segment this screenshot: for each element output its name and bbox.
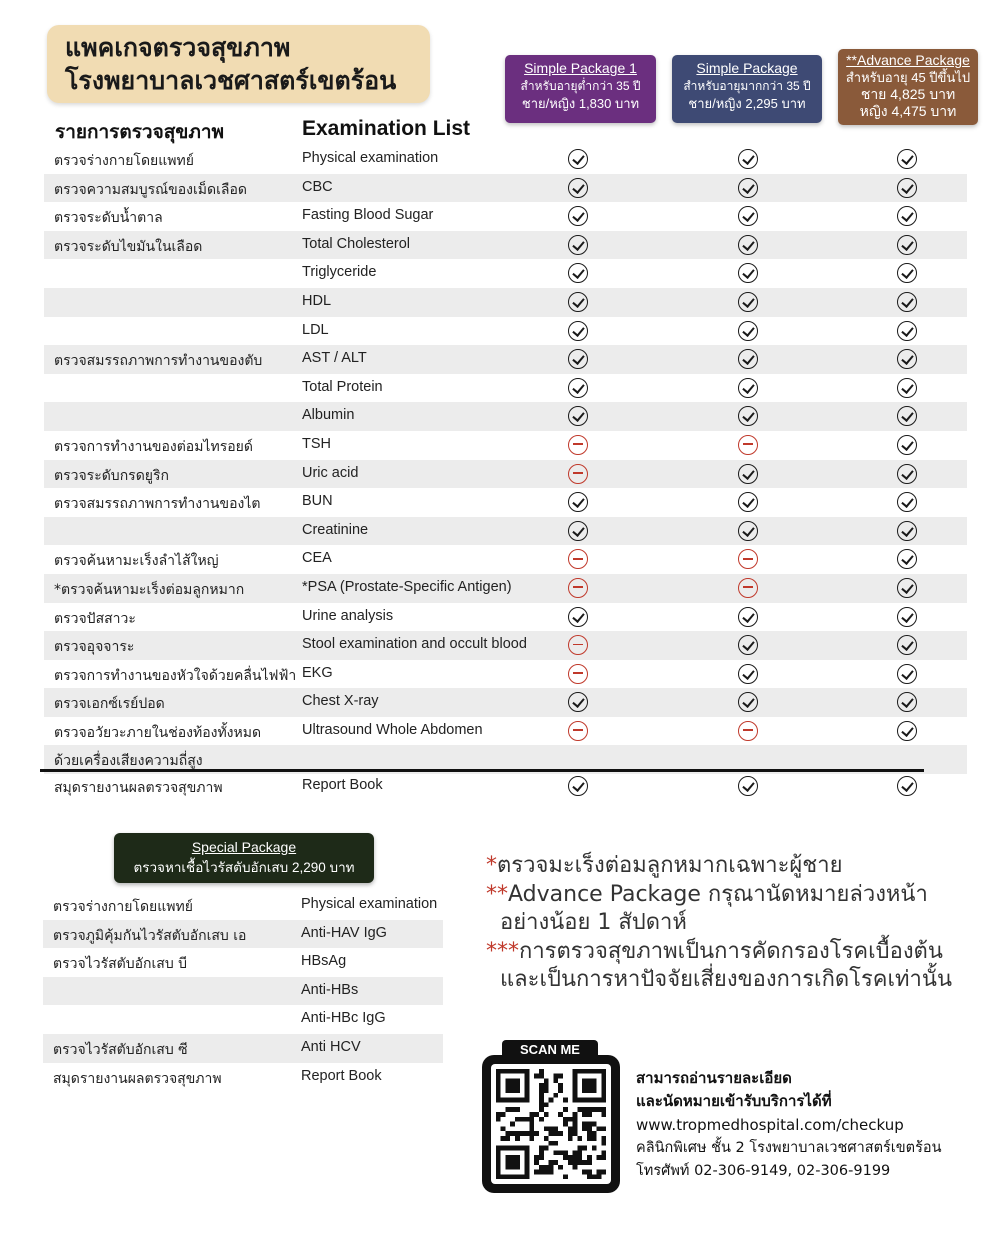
- check-icon: [897, 292, 917, 312]
- check-icon: [897, 178, 917, 198]
- table-row: [44, 317, 967, 346]
- special-package-table: [43, 891, 443, 1091]
- check-icon: [897, 492, 917, 512]
- check-icon: [568, 692, 588, 712]
- check-icon: [568, 349, 588, 369]
- table-row: [44, 402, 967, 431]
- check-icon: [568, 321, 588, 341]
- item-english: Report Book: [302, 777, 383, 793]
- package-header-simple-1: [505, 55, 656, 123]
- minus-icon: [738, 435, 758, 455]
- table-row: [44, 631, 967, 660]
- table-row: [44, 688, 967, 717]
- item-english: Urine analysis: [302, 607, 394, 624]
- check-icon: [738, 664, 758, 684]
- check-icon: [897, 263, 917, 283]
- title-line-1: แพคเกจตรวจสุขภาพ: [65, 33, 291, 62]
- minus-icon: [568, 721, 588, 741]
- table-row: [44, 660, 967, 689]
- item-thai: ตรวจความสมบูรณ์ของเม็ดเลือด: [54, 181, 247, 198]
- minus-icon: [738, 578, 758, 598]
- table-row: [44, 374, 967, 403]
- minus-icon: [568, 664, 588, 684]
- table-row: [44, 545, 967, 574]
- package-header-advance: [838, 49, 978, 125]
- item-thai: ตรวจการทำงานของต่อมไทรอยด์: [54, 438, 253, 455]
- item-thai: ตรวจสมรรถภาพการทำงานของไต: [54, 496, 261, 513]
- table-row: [44, 145, 967, 174]
- note-2: [486, 881, 986, 910]
- contact-line-2: และนัดหมายเข้ารับบริการได้ที่: [636, 1092, 832, 1110]
- item-english: LDL: [302, 321, 329, 338]
- column-header-thai: รายการตรวจสุขภาพ: [55, 121, 225, 143]
- check-icon: [897, 206, 917, 226]
- minus-icon: [568, 464, 588, 484]
- special-package-subtitle: ตรวจหาเชื้อไวรัสตับอักเสบ 2,290 บาท: [133, 860, 355, 875]
- minus-icon: [568, 635, 588, 655]
- package-age: สำหรับอายุมากกว่า 35 ปี: [683, 79, 811, 93]
- check-icon: [738, 776, 758, 796]
- item-thai: ตรวจค้นหามะเร็งลำไส้ใหญ่: [54, 553, 219, 570]
- check-icon: [568, 206, 588, 226]
- table-row: [44, 488, 967, 517]
- check-icon: [897, 149, 917, 169]
- item-english: Report Book: [301, 1067, 382, 1084]
- item-thai: ตรวจไวรัสตับอักเสบ บี: [53, 956, 188, 973]
- package-name: Simple Package: [696, 60, 798, 76]
- table-row: [43, 1005, 443, 1034]
- contact-line-1: สามารถอ่านรายละเอียด: [636, 1069, 792, 1087]
- item-english: CEA: [302, 550, 332, 567]
- item-english: Albumin: [302, 407, 355, 424]
- table-row: [44, 259, 967, 288]
- minus-icon: [738, 549, 758, 569]
- item-english: EKG: [302, 664, 333, 681]
- special-package-name: Special Package: [191, 839, 297, 855]
- item-english: TSH: [302, 435, 331, 452]
- minus-icon: [568, 435, 588, 455]
- minus-icon: [738, 721, 758, 741]
- check-icon: [738, 178, 758, 198]
- item-english: Anti-HAV IgG: [301, 924, 387, 941]
- item-english: BUN: [302, 493, 333, 510]
- item-english: Physical examination: [301, 896, 438, 912]
- check-icon: [738, 349, 758, 369]
- note-star: **: [486, 881, 508, 907]
- report-row: [44, 772, 967, 801]
- check-icon: [897, 721, 917, 741]
- item-thai: ตรวจสมรรถภาพการทำงานของตับ: [54, 353, 263, 370]
- table-row: [44, 431, 967, 460]
- check-icon: [568, 378, 588, 398]
- table-row: [44, 288, 967, 317]
- item-english: Fasting Blood Sugar: [302, 207, 434, 224]
- check-icon: [738, 206, 758, 226]
- item-english: Anti HCV: [301, 1038, 361, 1055]
- table-row: [44, 772, 967, 801]
- table-row: [44, 717, 967, 746]
- check-icon: [897, 521, 917, 541]
- note-3-cont: และเป็นการหาปัจจัยเสี่ยงของการเกิดโรคเท่านั้น: [500, 967, 952, 992]
- check-icon: [568, 406, 588, 426]
- note-text: ตรวจมะเร็งต่อมลูกหมากเฉพาะผู้ชาย: [497, 853, 843, 878]
- check-icon: [738, 406, 758, 426]
- check-icon: [738, 692, 758, 712]
- check-icon: [568, 149, 588, 169]
- check-icon: [897, 349, 917, 369]
- check-icon: [738, 149, 758, 169]
- note-star: *: [486, 853, 497, 878]
- table-row: [44, 603, 967, 632]
- item-thai: ตรวจระดับกรดยูริก: [54, 467, 169, 484]
- table-row: [43, 891, 443, 920]
- item-english: Anti-HBc IgG: [301, 1010, 386, 1027]
- notes: [486, 852, 986, 995]
- check-icon: [568, 492, 588, 512]
- minus-icon: [568, 549, 588, 569]
- package-name: Simple Package 1: [524, 60, 637, 76]
- check-icon: [897, 435, 917, 455]
- item-thai: ตรวจการทำงานของหัวใจด้วยคลื่นไฟฟ้า: [54, 667, 297, 684]
- table-row: [43, 1034, 443, 1063]
- qr-code-icon: [491, 1064, 611, 1184]
- contact-info: [636, 1067, 986, 1183]
- qr-frame: [482, 1055, 620, 1193]
- package-price: ชาย/หญิง 2,295 บาท: [688, 96, 806, 111]
- table-row: [43, 920, 443, 949]
- check-icon: [738, 464, 758, 484]
- check-icon: [897, 549, 917, 569]
- note-2-cont: อย่างน้อย 1 สัปดาห์: [500, 910, 687, 935]
- package-age: สำหรับอายุ 45 ปีขึ้นไป: [845, 70, 971, 85]
- check-icon: [738, 521, 758, 541]
- check-icon: [738, 635, 758, 655]
- check-icon: [897, 776, 917, 796]
- check-icon: [897, 578, 917, 598]
- check-icon: [738, 321, 758, 341]
- item-thai: ตรวจระดับไขมันในเลือด: [54, 238, 203, 255]
- clinic-location: คลินิกพิเศษ ชั้น 2 โรงพยาบาลเวชศาสตร์เขตร้อน: [636, 1140, 942, 1156]
- table-row: [44, 174, 967, 203]
- check-icon: [568, 292, 588, 312]
- check-icon: [568, 607, 588, 627]
- item-english: Creatinine: [302, 521, 369, 538]
- check-icon: [568, 263, 588, 283]
- item-thai: *ตรวจค้นหามะเร็งต่อมลูกหมาก: [54, 581, 245, 598]
- column-header-english: Examination List: [302, 117, 471, 140]
- note-star: ***: [486, 938, 519, 964]
- qr-code[interactable]: [482, 1042, 620, 1193]
- package-price: ชาย/หญิง 1,830 บาท: [521, 96, 640, 111]
- check-icon: [897, 406, 917, 426]
- check-icon: [897, 378, 917, 398]
- table-row: [43, 977, 443, 1006]
- check-icon: [738, 492, 758, 512]
- check-icon: [738, 235, 758, 255]
- phone-numbers: โทรศัพท์ 02-306-9149, 02-306-9199: [636, 1163, 891, 1179]
- check-icon: [897, 235, 917, 255]
- special-package-header: [114, 833, 374, 883]
- item-english: Chest X-ray: [302, 693, 379, 710]
- item-english: AST / ALT: [302, 350, 367, 367]
- item-english: HDL: [302, 292, 332, 309]
- item-thai: ด้วยเครื่องเสียงความถี่สูง: [54, 753, 203, 770]
- item-thai: ตรวจไวรัสตับอักเสบ ซี: [53, 1041, 188, 1058]
- item-thai: สมุดรายงานผลตรวจสุขภาพ: [54, 780, 223, 796]
- check-icon: [738, 378, 758, 398]
- table-row: [44, 460, 967, 489]
- check-icon: [568, 178, 588, 198]
- check-icon: [897, 607, 917, 627]
- check-icon: [738, 292, 758, 312]
- check-icon: [897, 321, 917, 341]
- package-header-simple: [672, 55, 822, 123]
- item-english: Total Protein: [302, 378, 383, 395]
- item-thai: ตรวจร่างกายโดยแพทย์: [53, 899, 193, 915]
- item-english: Triglyceride: [302, 264, 377, 281]
- item-thai: ตรวจร่างกายโดยแพทย์: [54, 153, 194, 169]
- item-thai: ตรวจอวัยวะภายในช่องท้องทั้งหมด: [54, 724, 262, 741]
- note-text: Advance Package กรุณานัดหมายล่วงหน้า: [508, 881, 928, 907]
- item-english: CBC: [302, 178, 333, 195]
- check-icon: [897, 464, 917, 484]
- table-row: [44, 517, 967, 546]
- item-thai: ตรวจระดับน้ำตาล: [54, 210, 163, 227]
- item-english: Physical examination: [302, 150, 439, 166]
- package-name: **Advance Package: [846, 52, 970, 68]
- item-thai: สมุดรายงานผลตรวจสุขภาพ: [53, 1070, 222, 1087]
- table-row: [44, 231, 967, 260]
- check-icon: [738, 607, 758, 627]
- check-icon: [738, 263, 758, 283]
- table-row: [43, 948, 443, 977]
- examination-table: [44, 145, 967, 774]
- note-3: [486, 938, 986, 967]
- note-1: [486, 852, 986, 881]
- item-thai: ตรวจภูมิคุ้มกันไวรัสตับอักเสบ เอ: [53, 927, 247, 944]
- item-thai: ตรวจอุจจาระ: [54, 639, 135, 656]
- item-english: Stool examination and occult blood: [302, 636, 527, 653]
- item-thai: ตรวจเอกซ์เรย์ปอด: [54, 696, 165, 713]
- page-title: [47, 25, 430, 103]
- scan-me-label: SCAN ME: [502, 1040, 598, 1060]
- check-icon: [568, 776, 588, 796]
- package-age: สำหรับอายุต่ำกว่า 35 ปี: [520, 79, 641, 93]
- table-row: [44, 202, 967, 231]
- check-icon: [568, 235, 588, 255]
- title-line-2: โรงพยาบาลเวชศาสตร์เขตร้อน: [65, 66, 397, 95]
- item-english: Total Cholesterol: [302, 235, 410, 252]
- package-price-female: หญิง 4,475 บาท: [859, 103, 957, 119]
- website-link[interactable]: www.tropmedhospital.com/checkup: [636, 1116, 904, 1134]
- item-english: Ultrasound Whole Abdomen: [302, 721, 483, 738]
- check-icon: [897, 692, 917, 712]
- package-price-male: ชาย 4,825 บาท: [860, 86, 956, 102]
- item-english: HBsAg: [301, 953, 347, 970]
- minus-icon: [568, 578, 588, 598]
- check-icon: [568, 521, 588, 541]
- check-icon: [897, 635, 917, 655]
- check-icon: [897, 664, 917, 684]
- item-english: Uric acid: [302, 464, 359, 481]
- item-english: Anti-HBs: [301, 981, 359, 998]
- item-english: *PSA (Prostate-Specific Antigen): [302, 578, 512, 595]
- item-thai: ตรวจปัสสาวะ: [54, 610, 136, 627]
- note-text: การตรวจสุขภาพเป็นการคัดกรองโรคเบื้องต้น: [519, 938, 943, 964]
- table-row: [44, 574, 967, 603]
- table-row: [43, 1063, 443, 1092]
- table-row: [44, 345, 967, 374]
